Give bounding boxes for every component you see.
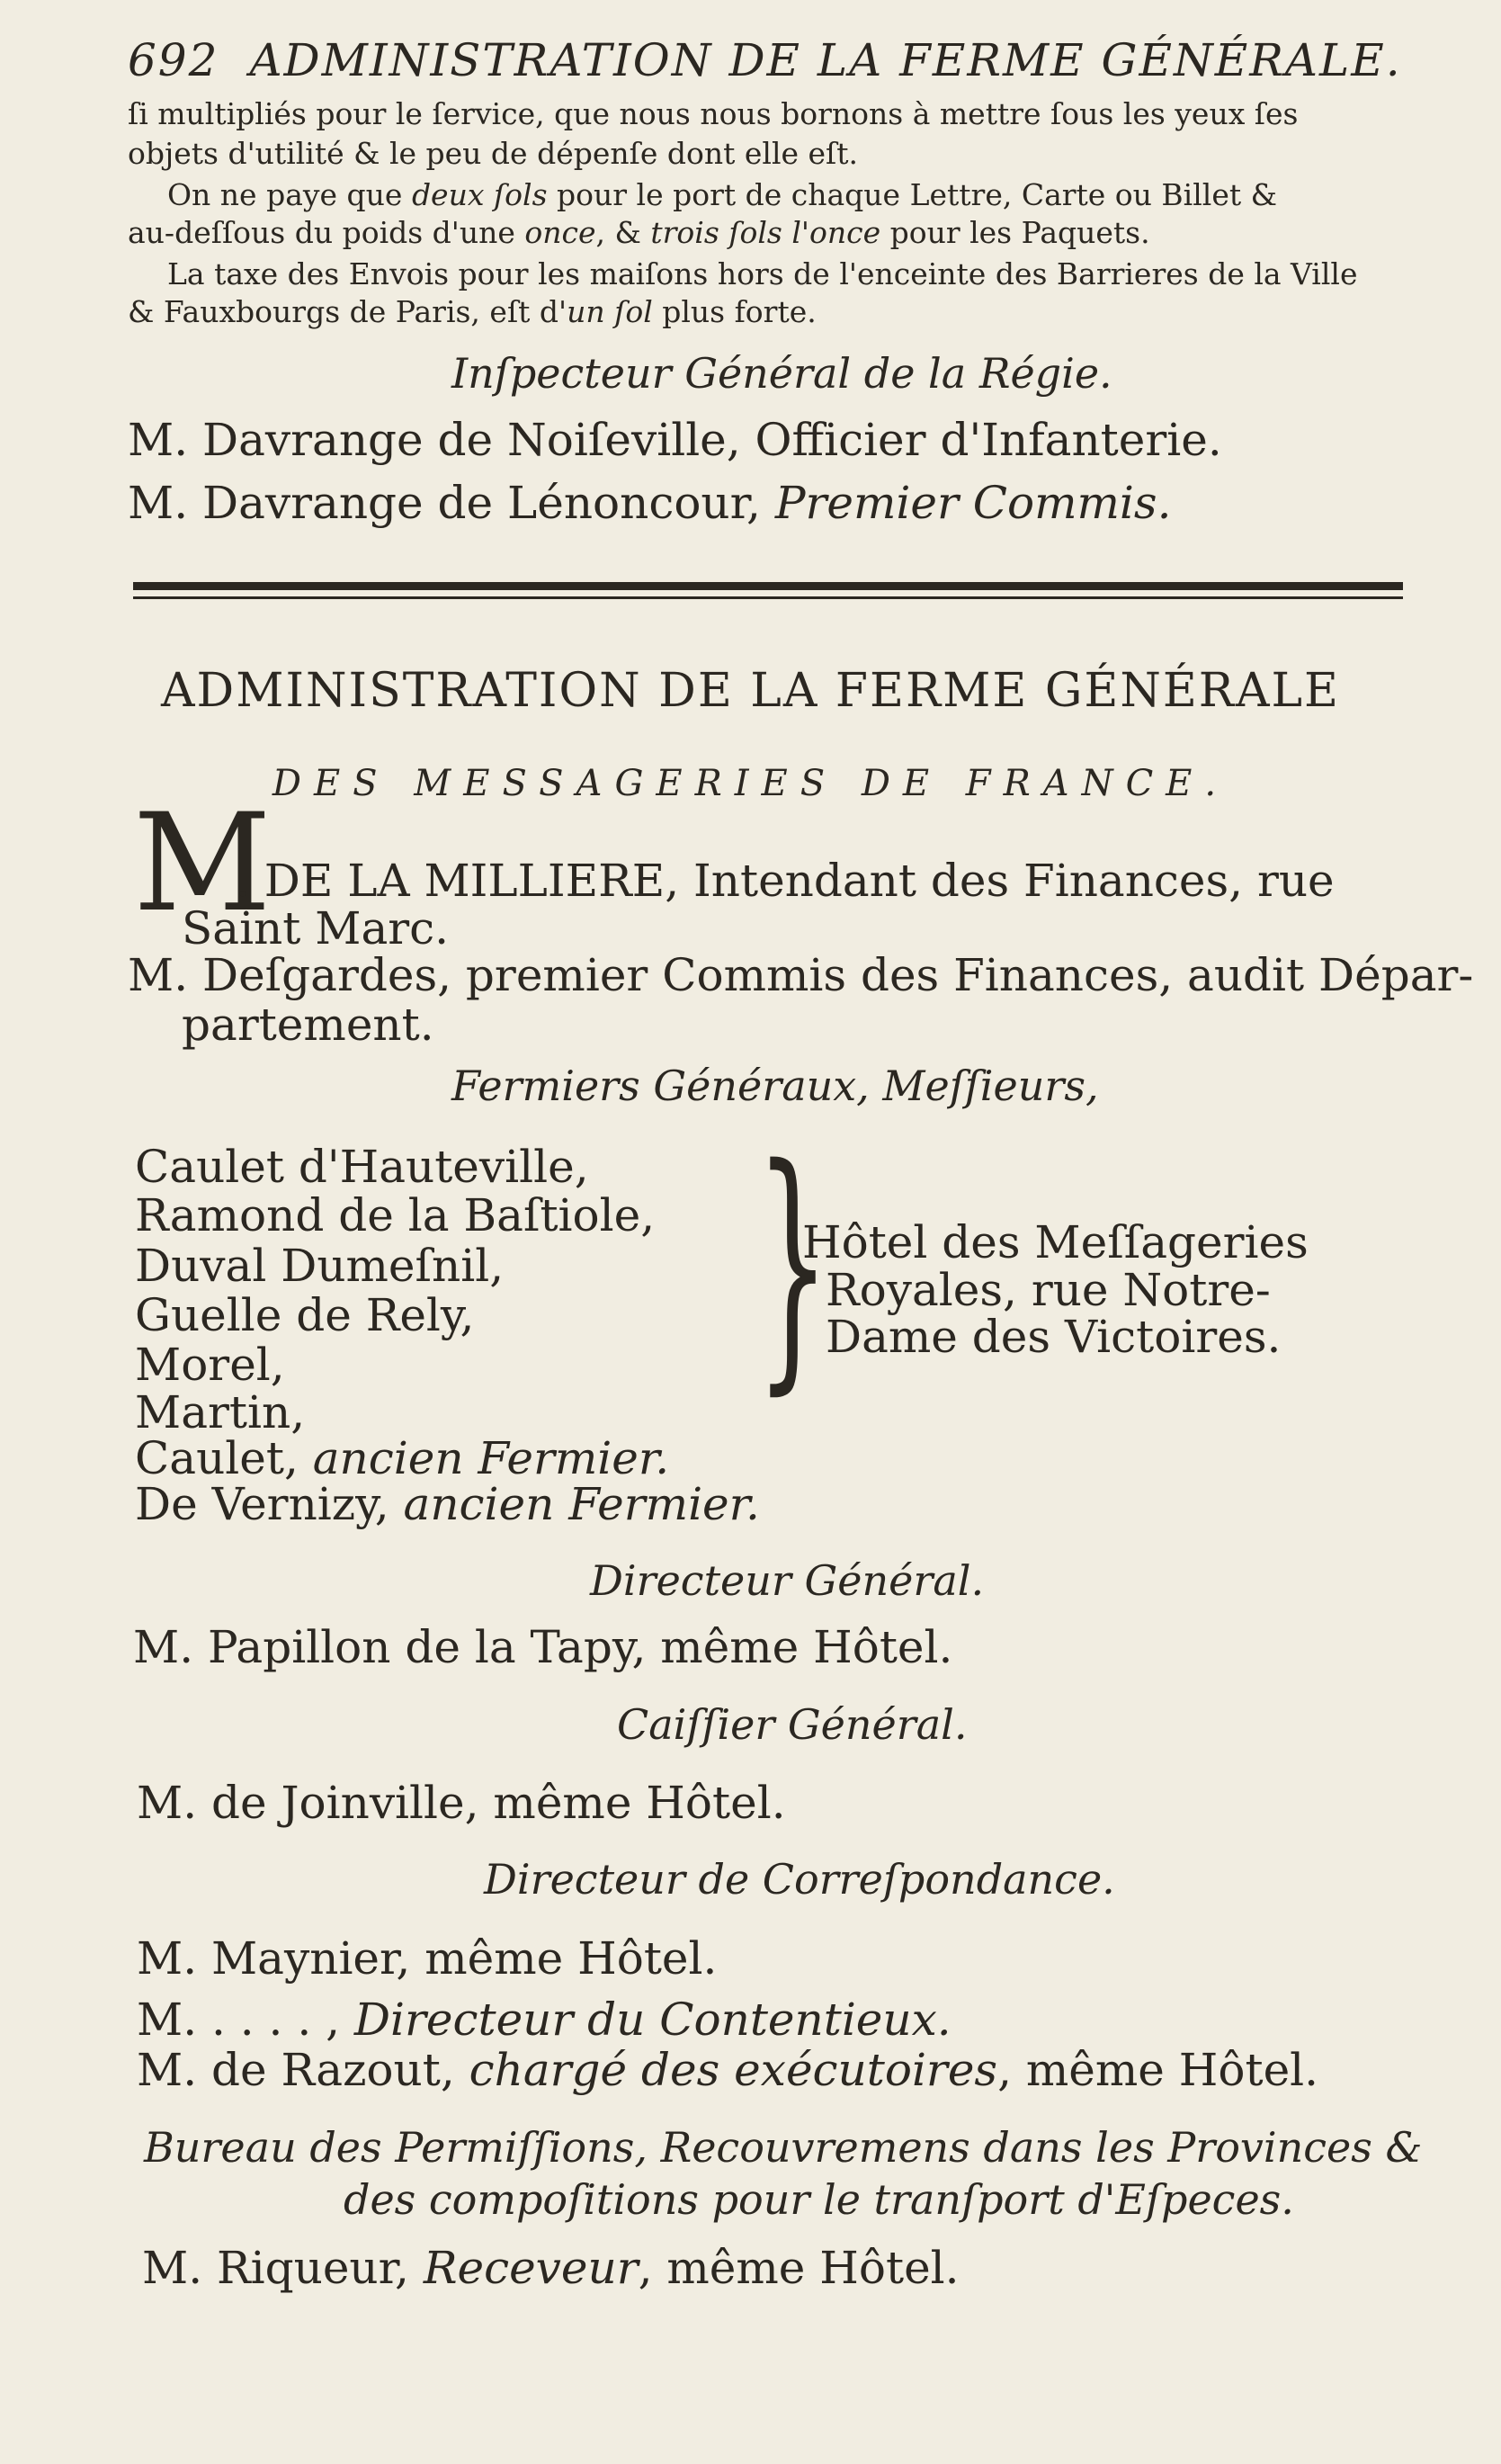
section-rule-thin xyxy=(133,596,1403,599)
grouping-brace: } xyxy=(755,1114,831,1417)
fermier-name: Duval Dumeſnil, xyxy=(135,1240,505,1292)
intro-line-3: On ne paye que deux ſols pour le port de chaque Lettre, Carte ou Billet & xyxy=(167,177,1277,212)
intro-line-6: & Fauxbourgs de Paris, eſt d'un ſol plus forte. xyxy=(128,294,817,329)
correspondance-line-2: M. . . . . , Directeur du Contentieux. xyxy=(137,1994,952,2046)
inspecteur-line-2: M. Davrange de Lénoncour, Premier Commis. xyxy=(128,477,1172,529)
directeur-general-line: M. Papillon de la Tapy, même Hôtel. xyxy=(133,1621,953,1673)
bureau-line: M. Riqueur, Receveur, même Hôtel. xyxy=(142,2242,960,2294)
desgardes-line-2: partement. xyxy=(182,999,434,1051)
inspecteur-heading: Inſpecteur Général de la Régie. xyxy=(451,349,1112,398)
caissier-line: M. de Joinville, même Hôtel. xyxy=(137,1777,786,1829)
running-title: ADMINISTRATION DE LA FERME GÉNÉRALE. xyxy=(249,34,1402,86)
bureau-heading-1: Bureau des Permiſſions, Recouvremens dans les Provinces & xyxy=(144,2123,1423,2172)
intro-line-1: ſi multipliés pour le ſervice, que nous nous bornons à mettre ſous les yeux ſes xyxy=(128,96,1299,131)
inspecteur-line-1: M. Davrange de Noiſeville, Officier d'Infanterie. xyxy=(128,414,1222,466)
hotel-address-line-2: Royales, rue Notre- xyxy=(826,1264,1271,1316)
section-subtitle: DES MESSAGERIES DE FRANCE. xyxy=(272,763,1229,804)
intro-line-4: au-deſſous du poids d'une once, & trois ſols l'once pour les Paquets. xyxy=(128,215,1150,250)
fermier-ancien-vernizy: De Vernizy, ancien Fermier. xyxy=(135,1478,760,1530)
intro-line-2: objets d'utilité & le peu de dépenſe dont elle eſt. xyxy=(128,136,859,171)
desgardes-line: M. Deſgardes, premier Commis des Finances, audit Dépar- xyxy=(128,949,1474,1001)
intendant-street: Saint Marc. xyxy=(182,902,450,954)
fermiers-heading: Fermiers Généraux, Meſſieurs, xyxy=(451,1062,1099,1110)
fermier-ancien-caulet: Caulet, ancien Fermier. xyxy=(135,1432,670,1484)
intendant-line: . DE LA MILLIERE, Intendant des Finances, rue xyxy=(236,855,1335,907)
intro-line-5: La taxe des Envois pour les maiſons hors de l'enceinte des Barrieres de la Ville xyxy=(167,256,1358,291)
fermier-name: Ramond de la Baſtiole, xyxy=(135,1189,656,1241)
page-number: 692 xyxy=(128,34,219,86)
fermier-name: Martin, xyxy=(135,1386,306,1438)
section-rule-thick xyxy=(133,582,1403,590)
fermier-name: Guelle de Rely, xyxy=(135,1289,475,1341)
hotel-address-line-3: Dame des Victoires. xyxy=(826,1311,1282,1363)
caissier-heading: Caiſſier Général. xyxy=(617,1700,968,1749)
bureau-heading-2: des compoſitions pour le tranſport d'Eſpeces. xyxy=(344,2175,1294,2224)
directeur-general-heading: Directeur Général. xyxy=(590,1556,985,1605)
correspondance-line-1: M. Maynier, même Hôtel. xyxy=(137,1932,718,1985)
fermier-name: Caulet d'Hauteville, xyxy=(135,1141,589,1193)
correspondance-heading: Directeur de Correſpondance. xyxy=(484,1855,1115,1904)
section-title: ADMINISTRATION DE LA FERME GÉNÉRALE xyxy=(161,664,1340,718)
fermier-name: Morel, xyxy=(135,1339,285,1391)
correspondance-line-3: M. de Razout, chargé des exécutoires, même Hôtel. xyxy=(137,2044,1319,2096)
running-header xyxy=(128,34,1402,86)
hotel-address-line-1: Hôtel des Meſſageries xyxy=(802,1216,1309,1268)
drop-cap-letter: M xyxy=(133,785,272,942)
